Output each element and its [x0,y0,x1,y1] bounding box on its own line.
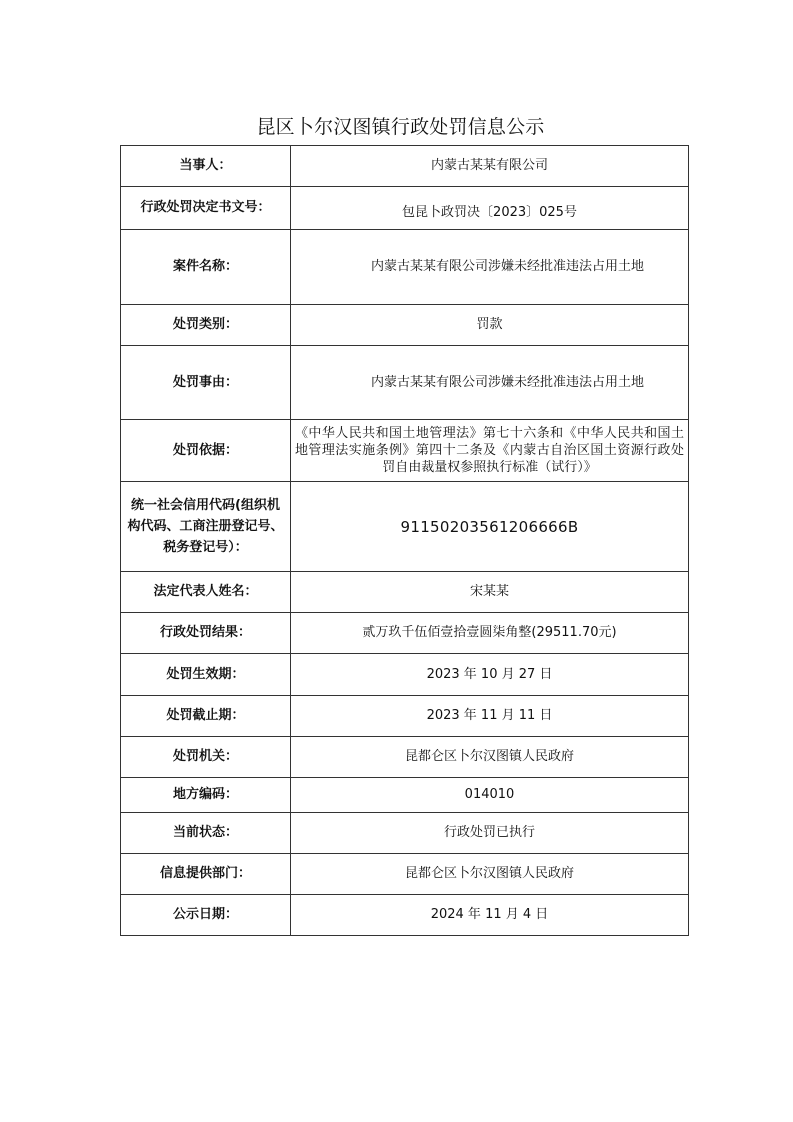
table-row [121,146,689,187]
authority-label: 处罚机关： [121,737,291,778]
table-row [121,187,689,230]
case-name-cell [291,230,689,305]
party-label: 当事人： [121,146,291,187]
party-value: 内蒙古某某有限公司 [291,146,689,187]
penalty-reason-value: 内蒙古某某有限公司涉嫌未经批准违法占用土地 [370,374,644,390]
table-row [121,482,689,572]
table-row [121,654,689,696]
legal-rep-value: 宋某某 [291,572,689,613]
penalty-reason-label: 处罚事由： [121,346,291,420]
decision-number-value: 包昆卜政罚决〔2023〕025号 [402,205,577,220]
info-provider-label: 信息提供部门： [121,854,291,895]
penalty-basis-value: 《中华人民共和国土地管理法》第七十六条和《中华人民共和国土地管理法实施条例》第四十二条及《内蒙古自治区国土资源行政处罚自由裁量权参照执行标准（试行）》 [291,420,689,482]
publish-date-label: 公示日期： [121,895,291,936]
effective-date-label: 处罚生效期： [121,654,291,696]
status-value: 行政处罚已执行 [291,813,689,854]
case-name-value: 内蒙古某某有限公司涉嫌未经批准违法占用土地 [370,259,644,274]
table-row [121,813,689,854]
table-row [121,895,689,936]
publish-date-value: 2024 年 11 月 4 日 [291,895,689,936]
table-row [121,854,689,895]
end-date-value: 2023 年 11 月 11 日 [291,696,689,737]
penalty-result-label: 行政处罚结果： [121,613,291,654]
credit-code-label: 统一社会信用代码(组织机构代码、工商注册登记号、税务登记号）： [121,482,291,572]
table-row [121,346,689,420]
penalty-info-table [120,145,689,936]
table-row [121,572,689,613]
table-row [121,230,689,305]
end-date-label: 处罚截止期： [121,696,291,737]
table-row [121,420,689,482]
penalty-reason-cell [291,346,689,420]
region-code-value: 014010 [291,778,689,813]
penalty-type-label: 处罚类别： [121,305,291,346]
effective-date-value: 2023 年 10 月 27 日 [291,654,689,696]
table-row [121,305,689,346]
penalty-basis-label: 处罚依据： [121,420,291,482]
table-row [121,737,689,778]
table-row [121,696,689,737]
penalty-type-value: 罚款 [291,305,689,346]
status-label: 当前状态： [121,813,291,854]
credit-code-value: 91150203561206666B [291,482,689,572]
page-title: 昆区卜尔汉图镇行政处罚信息公示 [256,116,545,138]
decision-number-label: 行政处罚决定书文号： [121,187,291,230]
case-name-label: 案件名称： [121,230,291,305]
decision-number-cell [291,187,689,230]
legal-rep-label: 法定代表人姓名： [121,572,291,613]
info-provider-value: 昆都仑区卜尔汉图镇人民政府 [291,854,689,895]
table-row [121,613,689,654]
table-row [121,778,689,813]
penalty-result-value: 贰万玖千伍佰壹拾壹圆柒角整(29511.70元) [291,613,689,654]
region-code-label: 地方编码： [121,778,291,813]
authority-value: 昆都仑区卜尔汉图镇人民政府 [291,737,689,778]
